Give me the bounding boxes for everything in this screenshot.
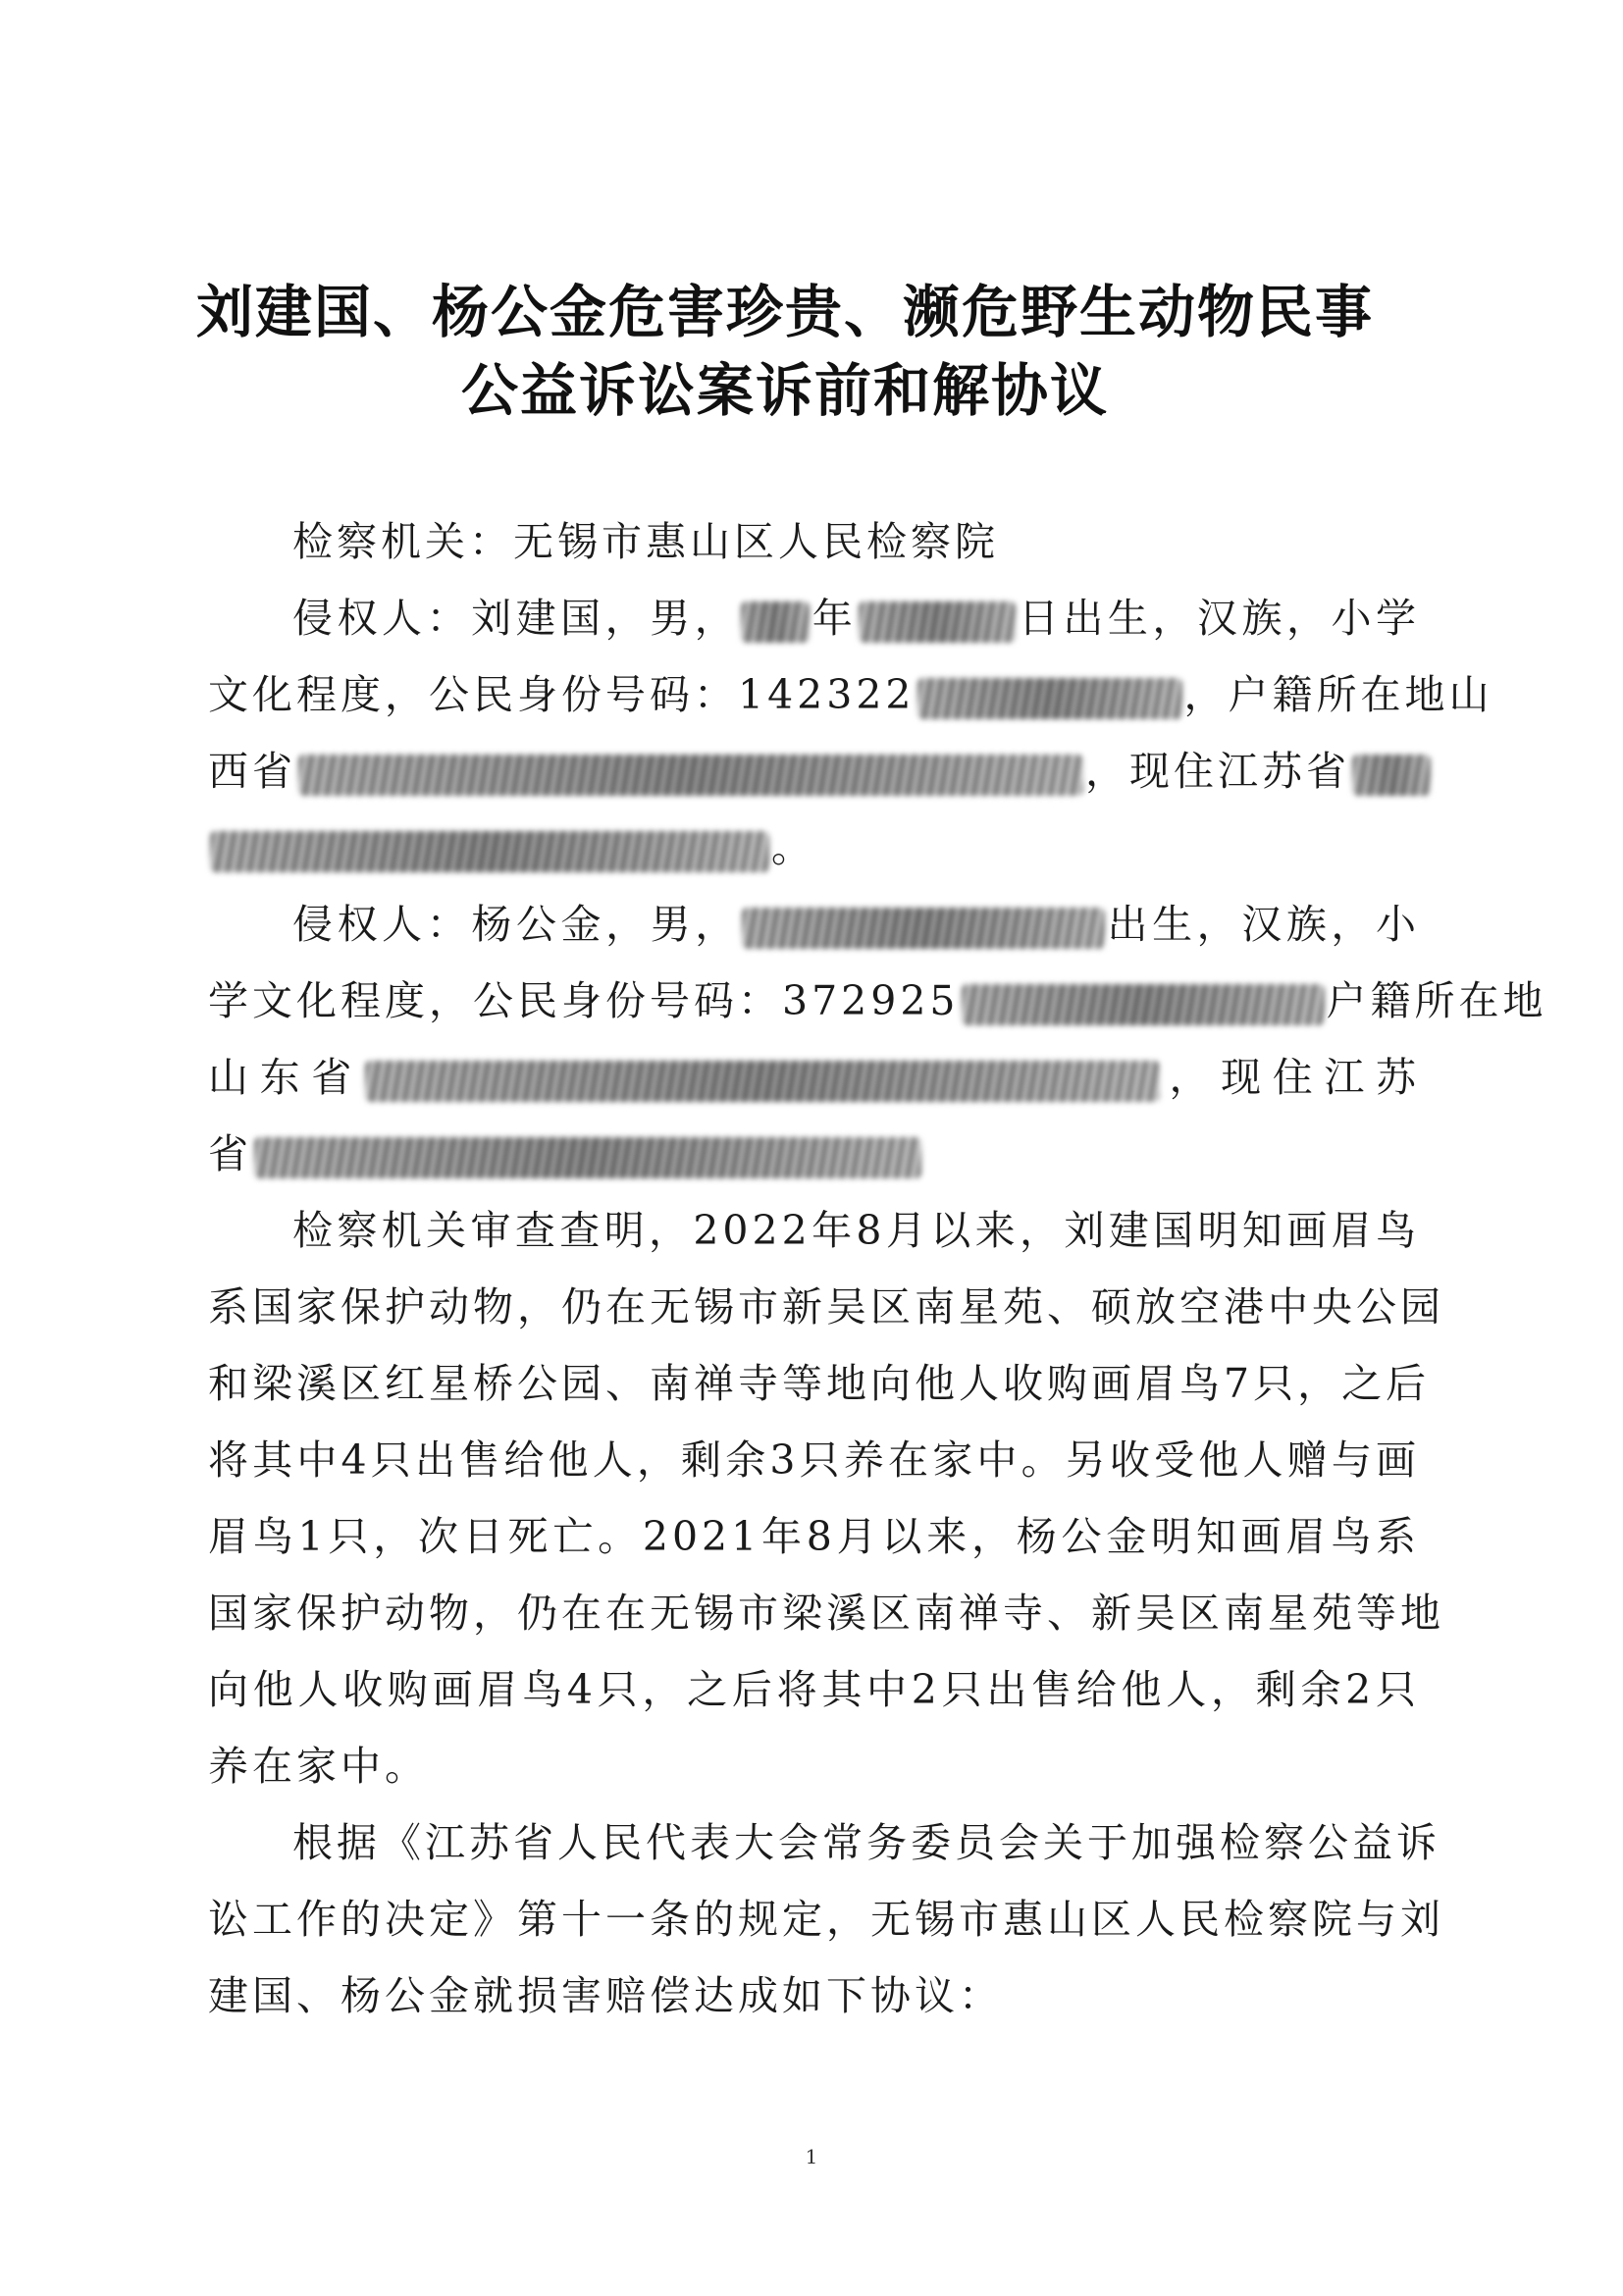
redaction-block: [365, 1061, 1160, 1102]
infringer1-line-3: [208, 744, 1420, 799]
document-title-line-1: 刘建国、杨公金危害珍贵、濒危野生动物民事: [195, 279, 1374, 345]
redaction-block: [254, 1137, 921, 1178]
infringer2-province2-text: 省: [208, 1130, 252, 1177]
infringer2-birth-text: 出生，汉族，小: [1106, 901, 1421, 948]
redaction-block: [742, 908, 1105, 949]
facts-line: 养在家中。: [208, 1743, 429, 1790]
infringer1-province-text: 西省: [208, 748, 296, 795]
infringer2-line-2: [208, 973, 1547, 1028]
redaction-block: [298, 755, 1083, 796]
infringer1-birth-text: 日出生，汉族，小学: [1018, 595, 1421, 642]
facts-line: 和梁溪区红星桥公园、南禅寺等地向他人收购画眉鸟7只，之后: [208, 1360, 1431, 1407]
infringer2-id-text: 学文化程度，公民身份号码：372925: [208, 977, 960, 1024]
infringer2-line-4: [208, 1126, 1420, 1181]
infringer1-id-text: 文化程度，公民身份号码：142322: [208, 671, 916, 718]
facts-line: 向他人收购画眉鸟4只，之后将其中2只出售给他人，剩余2只: [208, 1666, 1420, 1713]
infringer1-line-1: [292, 591, 1420, 646]
basis-line: 讼工作的决定》第十一条的规定，无锡市惠山区人民检察院与刘: [208, 1896, 1444, 1943]
facts-line: 国家保护动物，仍在在无锡市梁溪区南禅寺、新吴区南星苑等地: [208, 1590, 1444, 1637]
redaction-block: [859, 601, 1016, 643]
infringer1-year-text: 年: [812, 595, 858, 642]
basis-line: 根据《江苏省人民代表大会常务委员会关于加强检察公益诉: [292, 1819, 1440, 1866]
redaction-block: [917, 678, 1182, 719]
redaction-block: [962, 984, 1325, 1025]
infringer1-name-text: 侵权人：刘建国，男，: [292, 595, 740, 642]
infringer1-end-text: 。: [771, 824, 815, 871]
procuratorate-line: 检察机关：无锡市惠山区人民检察院: [292, 518, 999, 565]
redaction-block: [1352, 755, 1431, 796]
facts-line: 检察机关审查查明，2022年8月以来，刘建国明知画眉鸟: [292, 1207, 1420, 1254]
page-number: 1: [805, 2145, 818, 2168]
infringer1-line-2: [208, 667, 1493, 722]
facts-line: 将其中4只出售给他人，剩余3只养在家中。另收受他人赠与画: [208, 1436, 1420, 1484]
infringer2-residence-text: ，现住江苏: [1161, 1054, 1420, 1101]
infringer2-domicile-text: 户籍所在地: [1326, 977, 1547, 1024]
facts-line: 眉鸟1只，次日死亡。2021年8月以来，杨公金明知画眉鸟系: [208, 1513, 1420, 1560]
infringer1-residence-text: ，现住江苏省: [1085, 748, 1350, 795]
basis-line: 建国、杨公金就损害赔偿达成如下协议：: [208, 1972, 1003, 2019]
document-title-line-2: 公益诉讼案诉前和解协议: [460, 357, 1109, 424]
infringer2-province-text: 山东省: [208, 1054, 363, 1101]
infringer2-line-3: [208, 1050, 1420, 1105]
infringer2-name-text: 侵权人：杨公金，男，: [292, 901, 740, 948]
infringer2-line-1: [292, 897, 1420, 952]
infringer1-line-4: [208, 820, 1420, 875]
redaction-block: [741, 601, 810, 643]
facts-line: 系国家保护动物，仍在无锡市新吴区南星苑、硕放空港中央公园: [208, 1283, 1444, 1331]
infringer1-domicile-text: ，户籍所在地山: [1183, 671, 1493, 718]
redaction-block: [210, 831, 769, 872]
